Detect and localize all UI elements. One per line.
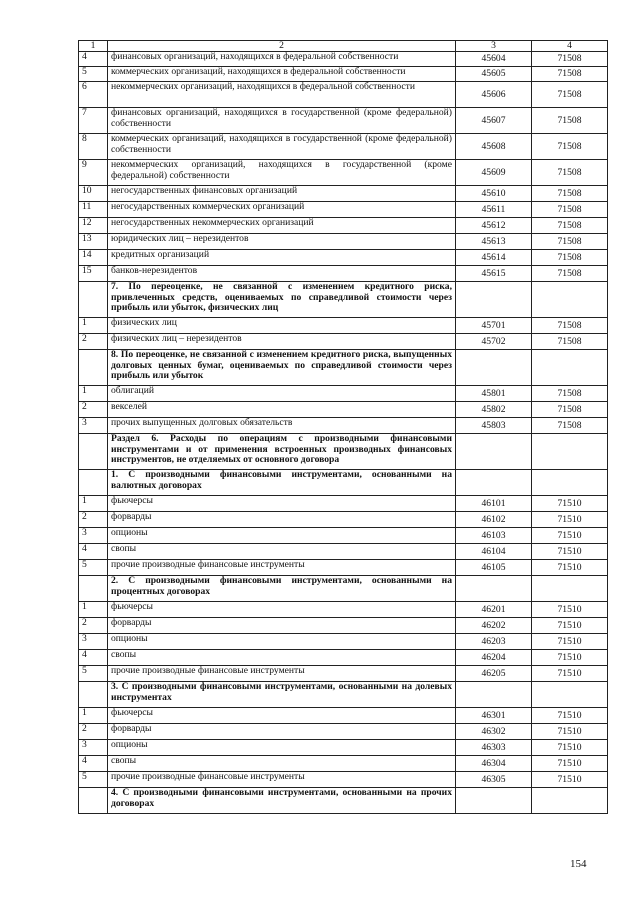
account-code-cell: 45608 (456, 134, 532, 160)
account-code-cell: 46101 (456, 496, 532, 512)
table-row (79, 756, 608, 772)
section-header-row (79, 282, 608, 318)
description-cell: форварды (108, 512, 456, 528)
table-row (79, 160, 608, 186)
page-number: 154 (570, 858, 587, 870)
symbol-code-cell (532, 434, 608, 470)
description-cell: 7. По переоценке, не связанной с изменением кредитного риска, привлеченных средств, оцениваемых по справедливой стоимости через прибыль или убыток, физических лиц (108, 282, 456, 318)
description-cell: негосударственных коммерческих организаций (108, 202, 456, 218)
account-code-cell (456, 350, 532, 386)
row-number-cell: 1 (79, 602, 108, 618)
account-code-cell (456, 788, 532, 814)
symbol-code-cell: 71510 (532, 634, 608, 650)
description-cell: прочие производные финансовые инструменты (108, 666, 456, 682)
description-cell: векселей (108, 402, 456, 418)
account-code-cell: 45611 (456, 202, 532, 218)
section-header-row (79, 788, 608, 814)
row-number-cell: 1 (79, 708, 108, 724)
description-cell: свопы (108, 650, 456, 666)
symbol-code-cell: 71510 (532, 772, 608, 788)
row-number-cell: 1 (79, 318, 108, 334)
description-cell: опционы (108, 740, 456, 756)
table-row (79, 496, 608, 512)
account-code-cell: 46203 (456, 634, 532, 650)
symbol-code-cell: 71508 (532, 202, 608, 218)
accounts-table (78, 40, 608, 814)
row-number-cell: 2 (79, 618, 108, 634)
row-number-cell: 4 (79, 52, 108, 67)
account-code-cell: 45609 (456, 160, 532, 186)
row-number-cell: 3 (79, 740, 108, 756)
symbol-code-cell: 71510 (532, 666, 608, 682)
symbol-code-cell: 71508 (532, 266, 608, 282)
row-number-cell: 2 (79, 724, 108, 740)
account-code-cell: 46305 (456, 772, 532, 788)
symbol-code-cell (532, 350, 608, 386)
row-number-cell: 8 (79, 134, 108, 160)
description-cell: прочих выпущенных долговых обязательств (108, 418, 456, 434)
table-row (79, 334, 608, 350)
section-header-row (79, 350, 608, 386)
symbol-code-cell: 71508 (532, 186, 608, 202)
description-cell: финансовых организаций, находящихся в федеральной собственности (108, 52, 456, 67)
symbol-code-cell: 71510 (532, 756, 608, 772)
table-row (79, 266, 608, 282)
section-header-row (79, 434, 608, 470)
symbol-code-cell: 71508 (532, 108, 608, 134)
table-row (79, 740, 608, 756)
symbol-code-cell: 71510 (532, 560, 608, 576)
description-cell: коммерческих организаций, находящихся в федеральной собственности (108, 67, 456, 82)
symbol-code-cell: 71508 (532, 218, 608, 234)
table-row (79, 202, 608, 218)
symbol-code-cell: 71508 (532, 52, 608, 67)
table-row (79, 108, 608, 134)
row-number-cell (79, 282, 108, 318)
table-row (79, 560, 608, 576)
account-code-cell: 46104 (456, 544, 532, 560)
table-row (79, 708, 608, 724)
row-number-cell: 3 (79, 528, 108, 544)
description-cell: свопы (108, 544, 456, 560)
account-code-cell: 45605 (456, 67, 532, 82)
description-cell: опционы (108, 528, 456, 544)
symbol-code-cell: 71508 (532, 134, 608, 160)
account-code-cell: 45615 (456, 266, 532, 282)
row-number-cell (79, 788, 108, 814)
row-number-cell: 4 (79, 756, 108, 772)
symbol-code-cell (532, 788, 608, 814)
symbol-code-cell (532, 576, 608, 602)
description-cell: некоммерческих организаций, находящихся в федеральной собственности (108, 82, 456, 108)
account-code-cell: 45803 (456, 418, 532, 434)
account-code-cell: 45801 (456, 386, 532, 402)
row-number-cell: 1 (79, 386, 108, 402)
symbol-code-cell: 71508 (532, 250, 608, 266)
description-cell: 2. С производными финансовыми инструментами, основанными на процентных договорах (108, 576, 456, 602)
column-header: 3 (456, 41, 532, 52)
section-header-row (79, 682, 608, 708)
table-row (79, 512, 608, 528)
account-code-cell: 45614 (456, 250, 532, 266)
description-cell: форварды (108, 618, 456, 634)
table-row (79, 67, 608, 82)
description-cell: свопы (108, 756, 456, 772)
symbol-code-cell: 71510 (532, 650, 608, 666)
symbol-code-cell: 71510 (532, 740, 608, 756)
account-code-cell: 46105 (456, 560, 532, 576)
description-cell: 1. С производными финансовыми инструментами, основанными на валютных договорах (108, 470, 456, 496)
description-cell: прочие производные финансовые инструменты (108, 772, 456, 788)
account-code-cell: 46301 (456, 708, 532, 724)
description-cell: коммерческих организаций, находящихся в государственной (кроме федеральной) собственности (108, 134, 456, 160)
section-header-row (79, 576, 608, 602)
symbol-code-cell: 71510 (532, 708, 608, 724)
row-number-cell (79, 350, 108, 386)
account-code-cell: 45612 (456, 218, 532, 234)
symbol-code-cell (532, 282, 608, 318)
account-code-cell: 45606 (456, 82, 532, 108)
table-row (79, 134, 608, 160)
description-cell: негосударственных некоммерческих организаций (108, 218, 456, 234)
row-number-cell: 2 (79, 402, 108, 418)
description-cell: фьючерсы (108, 708, 456, 724)
column-header: 4 (532, 41, 608, 52)
table-row (79, 218, 608, 234)
row-number-cell: 13 (79, 234, 108, 250)
row-number-cell: 6 (79, 82, 108, 108)
table-row (79, 418, 608, 434)
account-code-cell: 46201 (456, 602, 532, 618)
table-row (79, 402, 608, 418)
row-number-cell: 3 (79, 634, 108, 650)
symbol-code-cell: 71508 (532, 334, 608, 350)
account-code-cell (456, 682, 532, 708)
account-code-cell: 45604 (456, 52, 532, 67)
row-number-cell: 5 (79, 67, 108, 82)
account-code-cell: 46204 (456, 650, 532, 666)
row-number-cell (79, 682, 108, 708)
description-cell: физических лиц – нерезидентов (108, 334, 456, 350)
table-row (79, 666, 608, 682)
description-cell: 8. По переоценке, не связанной с изменением кредитного риска, выпущенных долговых ценных бумаг, оцениваемых по справедливой стоимости через прибыль или убыток (108, 350, 456, 386)
description-cell: облигаций (108, 386, 456, 402)
column-header: 2 (108, 41, 456, 52)
symbol-code-cell: 71510 (532, 528, 608, 544)
table-row (79, 250, 608, 266)
table-row (79, 618, 608, 634)
section-header-row (79, 470, 608, 496)
account-code-cell (456, 282, 532, 318)
account-code-cell: 46302 (456, 724, 532, 740)
table-row (79, 602, 608, 618)
row-number-cell: 11 (79, 202, 108, 218)
table-row (79, 234, 608, 250)
table-row (79, 544, 608, 560)
symbol-code-cell: 71508 (532, 402, 608, 418)
symbol-code-cell: 71510 (532, 602, 608, 618)
account-code-cell: 46102 (456, 512, 532, 528)
row-number-cell: 4 (79, 544, 108, 560)
account-code-cell: 45702 (456, 334, 532, 350)
description-cell: опционы (108, 634, 456, 650)
row-number-cell: 14 (79, 250, 108, 266)
description-cell: юридических лиц – нерезидентов (108, 234, 456, 250)
accounts-table-body (79, 41, 608, 814)
row-number-cell: 3 (79, 418, 108, 434)
table-row (79, 724, 608, 740)
description-cell: 3. С производными финансовыми инструментами, основанными на долевых инструментах (108, 682, 456, 708)
row-number-cell: 12 (79, 218, 108, 234)
description-cell: кредитных организаций (108, 250, 456, 266)
account-code-cell (456, 434, 532, 470)
row-number-cell: 9 (79, 160, 108, 186)
account-code-cell: 46205 (456, 666, 532, 682)
row-number-cell: 5 (79, 560, 108, 576)
row-number-cell: 5 (79, 666, 108, 682)
account-code-cell: 45610 (456, 186, 532, 202)
table-row (79, 634, 608, 650)
table-row (79, 186, 608, 202)
account-code-cell (456, 470, 532, 496)
table-row (79, 318, 608, 334)
row-number-cell: 15 (79, 266, 108, 282)
row-number-cell: 4 (79, 650, 108, 666)
description-cell: негосударственных финансовых организаций (108, 186, 456, 202)
account-code-cell: 46303 (456, 740, 532, 756)
row-number-cell: 5 (79, 772, 108, 788)
account-code-cell: 45701 (456, 318, 532, 334)
description-cell: 4. С производными финансовыми инструментами, основанными на прочих договорах (108, 788, 456, 814)
column-header: 1 (79, 41, 108, 52)
table-row (79, 52, 608, 67)
description-cell: некоммерческих организаций, находящихся в государственной (кроме федеральной) собственности (108, 160, 456, 186)
table-row (79, 386, 608, 402)
table-row (79, 772, 608, 788)
symbol-code-cell: 71508 (532, 318, 608, 334)
symbol-code-cell: 71508 (532, 418, 608, 434)
row-number-cell (79, 434, 108, 470)
table-row (79, 650, 608, 666)
account-code-cell: 46103 (456, 528, 532, 544)
description-cell: банков-нерезидентов (108, 266, 456, 282)
account-code-cell: 45607 (456, 108, 532, 134)
row-number-cell: 2 (79, 512, 108, 528)
row-number-cell (79, 576, 108, 602)
row-number-cell (79, 470, 108, 496)
symbol-code-cell: 71510 (532, 544, 608, 560)
symbol-code-cell: 71508 (532, 82, 608, 108)
symbol-code-cell: 71508 (532, 160, 608, 186)
description-cell: финансовых организаций, находящихся в государственной (кроме федеральной) собственности (108, 108, 456, 134)
symbol-code-cell (532, 470, 608, 496)
row-number-cell: 7 (79, 108, 108, 134)
description-cell: фьючерсы (108, 496, 456, 512)
description-cell: форварды (108, 724, 456, 740)
table-header-row (79, 41, 608, 52)
description-cell: Раздел 6. Расходы по операциям с производными финансовыми инструментами и от применения встроенных производных финансовых инструментов, не отделяемых от основного договора (108, 434, 456, 470)
row-number-cell: 10 (79, 186, 108, 202)
row-number-cell: 1 (79, 496, 108, 512)
symbol-code-cell: 71510 (532, 512, 608, 528)
account-code-cell: 45613 (456, 234, 532, 250)
description-cell: прочие производные финансовые инструменты (108, 560, 456, 576)
table-row (79, 82, 608, 108)
row-number-cell: 2 (79, 334, 108, 350)
account-code-cell (456, 576, 532, 602)
symbol-code-cell (532, 682, 608, 708)
description-cell: фьючерсы (108, 602, 456, 618)
symbol-code-cell: 71508 (532, 67, 608, 82)
symbol-code-cell: 71510 (532, 496, 608, 512)
symbol-code-cell: 71510 (532, 724, 608, 740)
symbol-code-cell: 71510 (532, 618, 608, 634)
table-row (79, 528, 608, 544)
symbol-code-cell: 71508 (532, 234, 608, 250)
account-code-cell: 46202 (456, 618, 532, 634)
account-code-cell: 45802 (456, 402, 532, 418)
account-code-cell: 46304 (456, 756, 532, 772)
description-cell: физических лиц (108, 318, 456, 334)
symbol-code-cell: 71508 (532, 386, 608, 402)
